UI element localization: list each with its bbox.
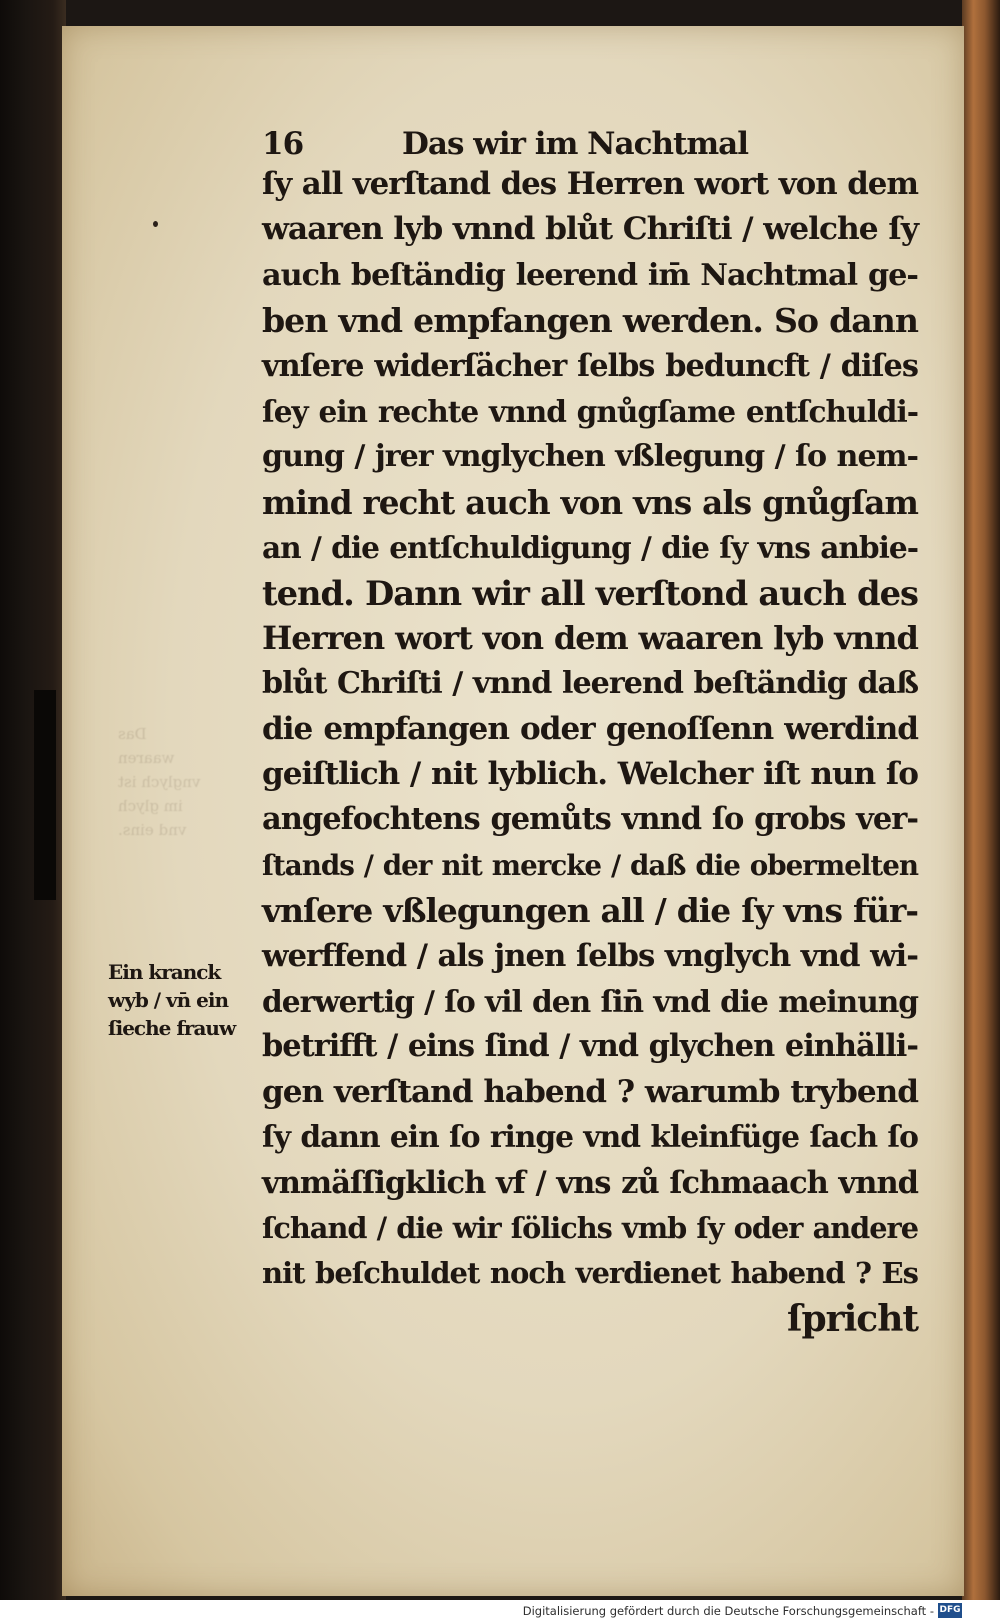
show-through-line: im glych: [118, 797, 183, 815]
text-line: ſey ein rechte vnnd gnůgſame entſchuldi-: [262, 393, 918, 429]
text-line: blůt Chriſti / vnnd leerend beſtändig daß: [262, 666, 918, 702]
text-line: werffend / als jnen ſelbs vnglych vnd wi-: [262, 937, 918, 974]
dfg-logo: DFG: [938, 1603, 962, 1618]
page-number: 16: [262, 126, 304, 162]
text-line: nit beſchuldet noch verdienet habend ? Es: [262, 1256, 918, 1291]
marginal-note: [108, 958, 268, 1042]
text-line: angefochtens gemůts vnnd ſo grobs ver-: [262, 801, 918, 838]
text-line: auch beſtändig leerend im̄ Nachtmal ge-: [262, 257, 918, 293]
marginal-note-line: Ein kranck: [108, 960, 221, 984]
catchword: ſpricht: [786, 1297, 918, 1340]
text-line: mind recht auch von vns als gnůgſam: [262, 482, 918, 522]
text-line: vnſere vßlegungen all / die ſy vns für-: [262, 891, 918, 931]
text-line: vnſere widerſächer ſelbs beduncft / diſes: [262, 347, 918, 384]
show-through-line: vnglych ist: [118, 773, 201, 791]
text-line: ben vnd empfangen werden. So dann: [262, 301, 918, 341]
text-line: ſtands / der nit mercke / daß die obermelten: [262, 848, 918, 882]
text-line: vnmäſſigklich vf / vns zů ſchmaach vnnd: [262, 1164, 918, 1201]
text-line: geiſtlich / nit lyblich. Welcher iſt nun ſo: [262, 756, 918, 793]
footer-credit: Digitalisierung gefördert durch die Deutsche Forschungsgemeinschaft -: [522, 1604, 934, 1618]
ink-speck: [153, 221, 158, 227]
text-line: tend. Dann wir all verſtond auch des: [262, 572, 918, 613]
running-head-title: Das wir im Nachtmal: [402, 126, 748, 162]
marginal-note-line: wyb / vn̄ ein: [108, 988, 229, 1012]
text-line: derwertig / ſo vil den ſin̄ vnd die meinung: [262, 984, 918, 1020]
running-head: [262, 124, 822, 164]
text-line: ſy dann ein ſo ringe vnd kleinfüge ſach ſo: [262, 1120, 918, 1156]
body-text: [262, 162, 918, 1342]
show-through-line: vnd eins.: [118, 821, 187, 839]
text-line: gung / jrer vnglychen vßlegung / ſo nem-: [262, 439, 918, 475]
digitization-footer: [0, 1600, 1000, 1623]
binding-shadow: [34, 690, 56, 900]
show-through-line: Das waaren: [118, 725, 175, 767]
text-line: an / die entſchuldigung / die ſy vns anbie-: [262, 530, 918, 566]
book-right-edge: [962, 0, 1000, 1600]
book-left-edge: [0, 0, 66, 1600]
text-line: betrifft / eins ſind / vnd glychen einhälli-: [262, 1028, 918, 1065]
text-line: ſchand / die wir ſölichs vmb ſy oder andere: [262, 1210, 918, 1245]
marginal-note-line: ſieche frauw: [108, 1016, 236, 1040]
text-line: waaren lyb vnnd blůt Chriſti / welche ſy: [262, 211, 918, 248]
show-through-text: [118, 722, 202, 839]
text-line: ſy all verſtand des Herren wort von dem: [262, 166, 918, 202]
text-line: die empfangen oder genoſſenn werdind: [262, 710, 918, 747]
text-line: gen verſtand habend ? warumb trybend: [262, 1073, 918, 1110]
text-line: Herren wort von dem waaren lyb vnnd: [262, 618, 918, 657]
